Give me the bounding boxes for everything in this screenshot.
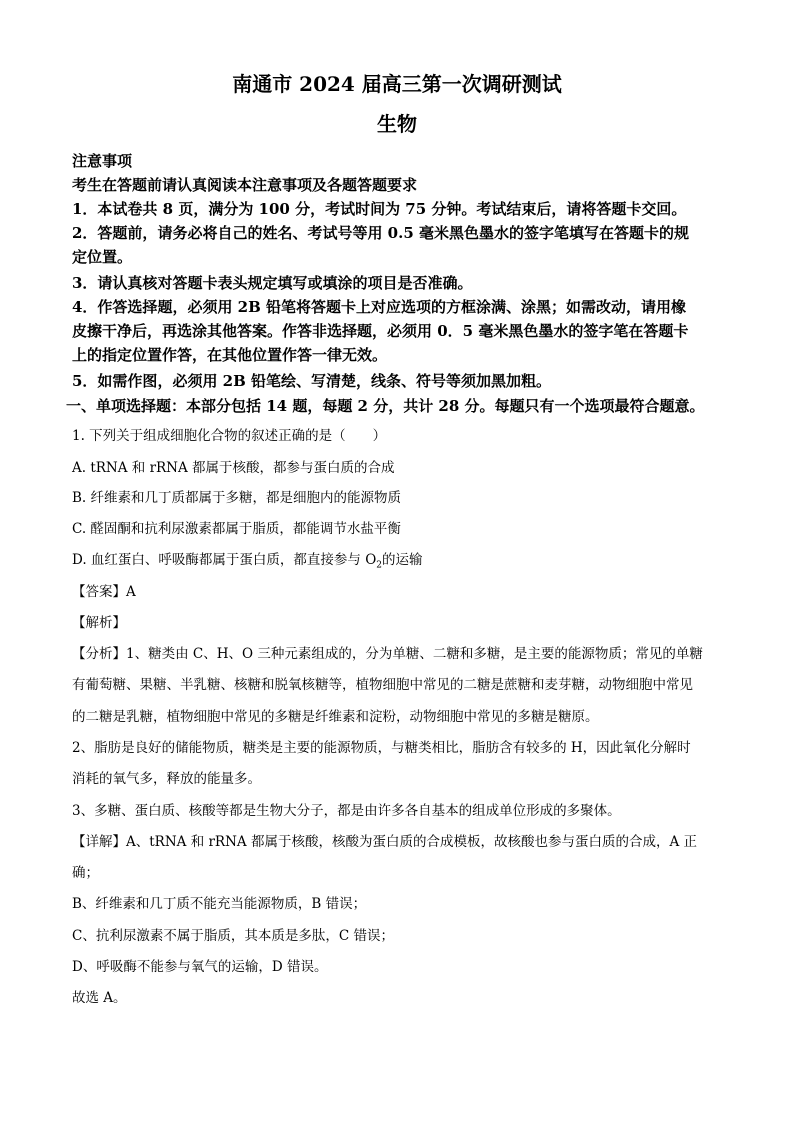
notice-item-3: 3．请认真核对答题卡表头规定填写或填涂的项目是否准确。 [72,274,473,292]
analysis-line: 的二糖是乳糖，植物细胞中常见的多糖是纤维素和淀粉，动物细胞中常见的多糖是糖原。 [72,709,599,725]
detail-line: 确； [72,865,99,881]
detail-line: 【详解】A、tRNA 和 rRNA 都属于核酸，核酸为蛋白质的合成模板，故核酸也参与蛋白质的合成，A 正 [72,834,697,850]
analysis-line: 有葡萄糖、果糖、半乳糖、核糖和脱氧核糖等，植物细胞中常见的二糖是蔗糖和麦芽糖，动物细胞中常见 [72,677,693,693]
option-d-tail: 的运输 [382,552,423,568]
answer-label: 【答案】A [72,584,136,600]
detail-line: D、呼吸酶不能参与氧气的运输，D 错误。 [72,959,328,975]
analysis-line: 消耗的氧气多，释放的能量多。 [72,771,261,787]
question-stem: 1. 下列关于组成细胞化合物的叙述正确的是（ ） [72,428,387,444]
notice-item-5: 5．如需作图，必须用 2B 铅笔绘、写清楚，线条、符号等须加黑加粗。 [72,372,551,390]
notice-intro: 考生在答题前请认真阅读本注意事项及各题答题要求 [72,176,418,194]
subject-title: 生物 [377,112,417,136]
analysis-line: 【分析】1、糖类由 C、H、O 三种元素组成的，分为单糖、二糖和多糖，是主要的能源物质；常见的单糖 [72,646,703,662]
notice-heading: 注意事项 [72,152,133,170]
exam-title: 南通市 2024 届高三第一次调研测试 [232,72,562,96]
notice-item-4-cont2: 上的指定位置作答，在其他位置作答一律无效。 [72,346,388,364]
detail-line: B、纤维素和几丁质不能充当能源物质，B 错误； [72,896,367,912]
notice-item-4-cont: 皮擦干净后，再选涂其他答案。作答非选择题，必须用 0．5 毫米黑色墨水的签字笔在答题卡 [72,322,689,340]
option-d-text: D. 血红蛋白、呼吸酶都属于蛋白质，都直接参与 O [72,552,377,568]
option-c: C. 醛固酮和抗利尿激素都属于脂质，都能调节水盐平衡 [72,521,401,537]
option-d-subscript: 2 [376,560,383,571]
notice-item-2: 2．答题前，请务必将自己的姓名、考试号等用 0.5 毫米黑色墨水的签字笔填写在答题卡的规 [72,224,689,242]
notice-item-4: 4．作答选择题，必须用 2B 铅笔将答题卡上对应选项的方框涂满、涂黑；如需改动，请用橡 [72,298,687,316]
conclusion-line: 故选 A。 [72,990,127,1006]
section-heading: 一、单项选择题：本部分包括 14 题，每题 2 分，共计 28 分。每题只有一个选项最符合题意。 [66,397,705,415]
notice-item-1: 1．本试卷共 8 页，满分为 100 分，考试时间为 75 分钟。考试结束后，请将答题卡交回。 [72,200,687,218]
detail-line: C、抗利尿激素不属于脂质，其本质是多肽，C 错误； [72,928,394,944]
analysis-label: 【解析】 [72,615,126,631]
option-b: B. 纤维素和几丁质都属于多糖，都是细胞内的能源物质 [72,490,402,506]
option-a: A. tRNA 和 rRNA 都属于核酸，都参与蛋白质的合成 [72,460,395,476]
analysis-line: 3、多糖、蛋白质、核酸等都是生物大分子，都是由许多各自基本的组成单位形成的多聚体。 [72,803,621,819]
option-d [72,548,732,571]
analysis-line: 2、脂肪是良好的储能物质，糖类是主要的能源物质，与糖类相比，脂肪含有较多的 H，因此氧化分解时 [72,740,691,756]
notice-item-2-cont: 定位置。 [72,248,133,266]
